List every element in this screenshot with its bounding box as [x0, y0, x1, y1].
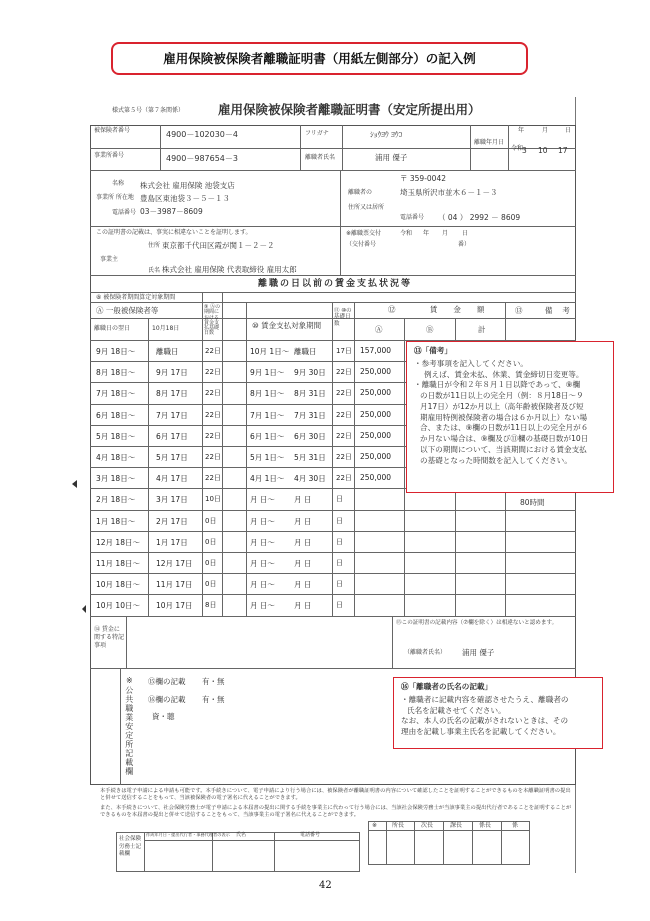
- callout-remarks-line: ・離職日が令和２年８月１日以降であって、⑨欄: [414, 380, 581, 390]
- cell-amt: 157,000: [360, 346, 392, 355]
- sr-col-0: 作成年月日・提出代行者・事務代理者の表示: [146, 832, 230, 837]
- callout-name-line: 理由を記載し事業主氏名を記載してください。: [401, 727, 561, 737]
- receipt-day-label: 日: [462, 230, 469, 237]
- insured-no: 4900－102030－4: [166, 130, 238, 139]
- cell-d11: 日: [336, 537, 343, 546]
- callout-remarks-line: 期雇用特例被保険者の場合は６か月以上）ない場: [420, 412, 588, 422]
- cell-a-from: 2月 18日～: [96, 495, 136, 505]
- p15-choice: 有・無: [202, 677, 225, 686]
- sep-year: 3: [522, 146, 527, 155]
- employer-addr: 豊島区東池袋３－５－１３: [140, 194, 230, 203]
- receipt-no-suffix: 番）: [458, 241, 471, 248]
- sep-month: 10: [538, 146, 548, 155]
- callout-remarks-line: の日数が11日以上の完全月（例：８月18日～９: [420, 391, 584, 401]
- cell-a-to: 離職日: [156, 347, 179, 356]
- col-12-a: Ⓐ: [375, 325, 383, 334]
- remark-hours: 80時間: [520, 498, 545, 507]
- sep-month-label: 月: [542, 127, 549, 134]
- employer-tel-label: 電話番号: [112, 209, 137, 216]
- callout-remarks-line: か月ない場合は、⑨欄及び⑪欄の基礎日数が10日: [420, 434, 589, 444]
- retiree-addr-label: 離職者の: [348, 189, 373, 196]
- cell-d11: 日: [336, 580, 343, 589]
- cell-p-to: 離職日: [294, 347, 317, 356]
- cell-p-from: 8月 1日～: [250, 389, 285, 399]
- separation-date-label: 離職年月日: [474, 139, 505, 146]
- approve-col-3: 課長: [450, 822, 463, 829]
- p16-label: ⑯欄の記載: [148, 695, 186, 704]
- cell-a-to: 3月 17日: [156, 495, 188, 505]
- cell-d11: 22日: [336, 389, 352, 398]
- callout-remarks-line: ・参考事項を記入してください。: [414, 358, 528, 368]
- retiree-addr-label2: 住所又は居所: [348, 204, 385, 211]
- cell-d11: 22日: [336, 368, 352, 377]
- owner-name: 株式会社 雇用保険 代表取締役 雇用太郎: [162, 265, 297, 274]
- page-banner-title: 雇用保険被保険者離職証明書（用紙左側部分）の記入例: [111, 42, 528, 75]
- approve-col-1: 所長: [392, 822, 405, 829]
- cell-a-to: 11月 17日: [156, 580, 193, 590]
- cell-p-from: 7月 1日～: [250, 410, 285, 420]
- col-12-label: ⑫ 賃金額: [388, 305, 501, 314]
- approve-col-4: 係長: [479, 822, 492, 829]
- p15-label: ⑮欄の記載: [148, 677, 186, 686]
- retiree-name-label: 離職者氏名: [305, 154, 336, 161]
- receipt-era: 令和: [400, 230, 413, 237]
- furigana-label: フリガナ: [305, 130, 329, 137]
- owner-addr: 東京都千代田区霞が関１－２－２: [162, 241, 275, 250]
- approve-col-5: 係: [512, 822, 519, 829]
- public-office-label: ※公共職業安定所記載欄: [124, 676, 134, 776]
- furigana-value: ｼｮｳﾖｳ ﾖｳｺ: [370, 130, 403, 139]
- cell-d11: 22日: [336, 453, 352, 461]
- cell-a-from: 7月 18日～: [96, 389, 136, 399]
- cell-d11: 22日: [336, 474, 352, 483]
- sr-col-1: 氏名: [236, 832, 247, 838]
- col-10-label: ⑩ 賃金支払対象期間: [252, 321, 322, 330]
- cell-p-to: 月 日: [294, 580, 312, 590]
- row-divider: [90, 573, 576, 574]
- page-number: 42: [319, 880, 332, 891]
- cell-amt: 250,000: [360, 430, 392, 440]
- cell-a-to: 2月 17日: [156, 516, 188, 526]
- cell-d9: 22日: [205, 368, 221, 377]
- employer-tel: 03－3987－8609: [140, 207, 203, 216]
- cell-a-from: 6月 18日～: [96, 410, 136, 420]
- cell-p-from: 月 日～: [250, 516, 275, 526]
- cell-d11: 日: [336, 601, 343, 610]
- cell-a-to: 5月 17日: [156, 453, 188, 462]
- cell-a-from: 8月 18日～: [96, 368, 136, 378]
- confirm-name: 浦用 優子: [462, 648, 495, 657]
- form-title: 雇用保険被保険者離職証明書（安定所提出用）: [218, 102, 481, 117]
- retiree-tel-label: 電話番号: [400, 214, 425, 221]
- office-no-label: 事業所番号: [94, 152, 125, 159]
- cell-a-to: 1月 17日: [156, 537, 188, 547]
- sep-day-label: 日: [565, 127, 572, 134]
- col-a-next: 10月18日: [152, 325, 180, 332]
- cell-d9: 22日: [205, 474, 221, 483]
- cell-p-from: 9月 1日～: [250, 368, 285, 378]
- callout-remarks: [406, 341, 614, 493]
- owner-addr-label: 住所: [148, 242, 161, 249]
- postal-code: 〒 359-0042: [400, 174, 446, 183]
- col-9-label: ⑨ Ⓐの期間における賃金支払基礎日数: [204, 304, 221, 337]
- office-no: 4900－987654－3: [166, 154, 238, 163]
- col-period-label: ⑧ 被保険者期間算定対象期間: [96, 294, 176, 301]
- cell-d9: 0日: [205, 537, 217, 546]
- certify-text: この証明書の記載は、事実に相違ないことを証明します。: [96, 229, 252, 236]
- cell-a-from: 5月 18日～: [96, 431, 136, 441]
- cell-p-from: 4月 1日～: [250, 474, 285, 484]
- row-divider: [90, 531, 576, 532]
- section-title: 離職の日以前の賃金支払状況等: [258, 279, 413, 289]
- form-number: 様式第５号（第７条関係）: [112, 107, 185, 114]
- callout-remarks-line: の基礎となった時間数を記入してください。: [420, 455, 572, 465]
- row-divider: [90, 594, 576, 595]
- cell-d9: 0日: [205, 559, 217, 567]
- cell-d11: 22日: [336, 410, 352, 419]
- retiree-addr: 埼玉県所沢市並木６－１－３: [400, 188, 498, 197]
- confirm-name-label: （離職者氏名）: [404, 649, 447, 656]
- callout-remarks-line: 例えば、賃金未払、休業、賃金締切日変更等。: [424, 369, 584, 379]
- employer-name: 株式会社 雇用保険 池袋支店: [140, 181, 235, 190]
- callout-remarks-line: 合、または、⑨欄の日数が11日以上の完全月が６: [420, 423, 589, 433]
- callout-remarks-title: ⑬「備考」: [414, 346, 452, 355]
- sep-day: 17: [558, 146, 568, 155]
- cell-p-to: 月 日: [294, 559, 312, 568]
- cell-amt: 250,000: [360, 452, 392, 461]
- footnote-2: また、本手続きについて、社会保険労務士が電子申請による本届書の提出に関する手続を事業主に代わって行う場合には、当該社会保険労務士が当該事業主の提出代行者であることを証明することができるものを本届書の提出と併せて送信することをもって、当該事業主の電子署名に代えることができます。: [100, 805, 572, 818]
- cell-d9: 22日: [205, 347, 221, 355]
- callout-remarks-line: 以下の期間について、当該期間における賃金支払: [420, 445, 587, 455]
- left-arrow-mark-2: [82, 605, 86, 613]
- cell-p-to: 9月 30日: [294, 368, 326, 378]
- callout-name-title: ⑯「離職者の氏名の記載」: [401, 682, 493, 691]
- separation-era: 令和: [511, 145, 524, 152]
- left-arrow-mark: [72, 480, 77, 488]
- retiree-name: 浦用 優子: [375, 153, 408, 162]
- cell-d11: 17日: [336, 347, 352, 355]
- cell-a-to: 6月 17日: [156, 431, 188, 441]
- cell-p-from: 10月 1日～: [250, 347, 290, 356]
- col-a-sub: 離職日の翌日: [94, 325, 131, 332]
- cell-a-to: 12月 17日: [156, 559, 193, 568]
- cell-a-from: 1月 18日～: [96, 516, 136, 526]
- cell-d9: 22日: [205, 410, 221, 419]
- cell-p-to: 5月 31日: [294, 453, 326, 462]
- cell-d9: 0日: [205, 516, 217, 525]
- retiree-tel: （ 04 ） 2992 － 8609: [438, 213, 521, 222]
- sr-col-2: 電話番号: [300, 832, 321, 838]
- cell-a-from: 11月 18日～: [96, 559, 140, 568]
- insured-no-label: 被保険者番号: [94, 127, 131, 134]
- p16-choice: 有・無: [202, 695, 225, 704]
- cell-a-from: 10月 18日～: [96, 580, 140, 590]
- row-divider: [90, 552, 576, 553]
- cell-p-from: 5月 1日～: [250, 453, 285, 462]
- cell-p-from: 月 日～: [250, 601, 275, 611]
- confirm-text: ⑮この証明書の記載内容（⑦欄を除く）は相違ないと認めます。: [396, 620, 558, 626]
- row-divider: [90, 510, 576, 511]
- cell-a-from: 9月 18日～: [96, 347, 136, 356]
- cell-p-from: 月 日～: [250, 495, 275, 505]
- col-12-total: 計: [478, 325, 486, 334]
- cell-p-from: 6月 1日～: [250, 431, 285, 441]
- cell-a-from: 4月 18日～: [96, 453, 136, 462]
- col-a-label: Ⓐ 一般被保険者等: [96, 306, 159, 315]
- callout-retiree-name: [393, 677, 603, 749]
- cell-amt: 250,000: [360, 409, 392, 419]
- cell-amt: 250,000: [360, 388, 392, 398]
- callout-remarks-line: 月17日）が12か月以上（高年齢被保険者及び短: [420, 401, 584, 411]
- cell-p-to: 月 日: [294, 537, 312, 547]
- cell-a-to: 7月 17日: [156, 410, 188, 420]
- special-label: ⑭ 賃金に関する特記事項: [94, 626, 125, 650]
- employer-name-label: 名称: [112, 180, 125, 187]
- cell-p-to: 6月 30日: [294, 431, 326, 441]
- cell-d11: 日: [336, 516, 343, 525]
- cell-a-to: 4月 17日: [156, 474, 188, 484]
- receipt-year-label: 年: [423, 230, 430, 237]
- cell-p-to: 月 日: [294, 516, 312, 526]
- footnote-1: 本手続きは電子申請による申請も可能です。本手続きについて、電子申請により行う場合には、被保険者が離職証明書の内容について確認したことを証明することができるものを本離職証明書の提出と併せて送信することをもって、当該被保険者の電子署名に代えることができます。: [100, 788, 571, 801]
- col-13-label: ⑬ 備考: [515, 306, 580, 315]
- cell-d9: 22日: [205, 389, 221, 398]
- cell-a-from: 10月 10日～: [96, 601, 140, 611]
- cell-p-to: 月 日: [294, 601, 312, 611]
- cell-p-to: 7月 31日: [294, 410, 326, 420]
- cell-p-to: 8月 31日: [294, 389, 326, 399]
- receipt-month-label: 月: [442, 230, 449, 237]
- sep-year-label: 年: [518, 127, 525, 134]
- cell-a-from: 3月 18日～: [96, 474, 136, 484]
- cell-d11: 日: [336, 495, 343, 504]
- cell-d11: 日: [336, 559, 343, 567]
- cell-d9: 10日: [205, 495, 221, 504]
- cell-a-to: 9月 17日: [156, 368, 188, 378]
- owner-label: 事業主: [100, 256, 119, 263]
- cell-d11: 22日: [336, 431, 352, 440]
- callout-name-line: なお、本人の氏名の記載がされないときは、その: [401, 716, 569, 726]
- cell-amt: 250,000: [360, 367, 392, 377]
- callout-name-line: 氏名を記載させてください。: [407, 705, 506, 715]
- cell-d9: 22日: [205, 431, 221, 440]
- owner-name-label: 氏名: [148, 267, 161, 274]
- approve-col-2: 次長: [421, 822, 434, 829]
- cell-a-from: 12月 18日～: [96, 537, 140, 547]
- approve-mark: ※: [372, 822, 378, 829]
- cell-d9: 22日: [205, 453, 221, 461]
- sr-label: 社会保険労務士記載欄: [119, 836, 142, 858]
- cell-d9: 8日: [205, 601, 217, 610]
- cell-p-to: 4月 30日: [294, 474, 326, 484]
- col-11-label: ⑪ ⑩の基礎日数: [334, 308, 352, 327]
- cell-p-from: 月 日～: [250, 580, 275, 590]
- receipt-label: ※離職票交付: [346, 230, 382, 237]
- cell-d9: 0日: [205, 580, 217, 589]
- col-12-b: Ⓑ: [426, 325, 434, 334]
- cell-a-to: 8月 17日: [156, 389, 188, 399]
- cell-amt: 250,000: [360, 473, 392, 483]
- employer-addr-label: 事業所 所在地: [96, 194, 134, 201]
- cell-p-from: 月 日～: [250, 559, 275, 568]
- callout-name-line: ・離職者に記載内容を確認させたうえ、離職者の: [401, 694, 569, 704]
- p-rank: 資・聴: [152, 712, 175, 721]
- cell-p-to: 月 日: [294, 495, 312, 505]
- cell-p-from: 月 日～: [250, 537, 275, 547]
- receipt-label2: （交付番号: [346, 241, 377, 248]
- cell-a-to: 10月 17日: [156, 601, 193, 611]
